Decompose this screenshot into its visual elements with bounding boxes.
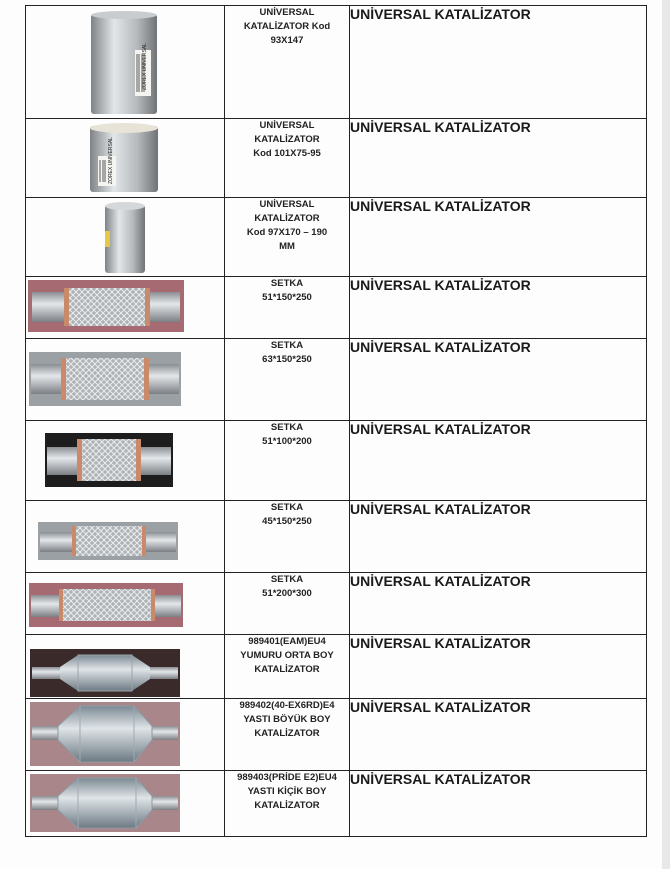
product-code-cell [225,277,350,339]
universal-catalyst-can-photo [89,10,159,116]
page-edge [662,0,670,869]
flex-pipe-photo [28,280,184,332]
product-description: UNİVERSAL KATALİZATOR [350,699,531,715]
product-photo-cell [26,573,225,635]
table-row [26,501,647,573]
product-photo-cell [26,339,225,421]
product-description: UNİVERSAL KATALİZATOR [350,771,531,787]
product-code: SETKA 51*200*300 [262,574,312,599]
product-code: 989403(PRİDE E2)EU4 YASTI KİÇİK BOY KATALİZATOR [237,772,337,811]
product-description: UNİVERSAL KATALİZATOR [350,573,531,589]
product-code-cell [225,339,350,421]
product-description-cell [350,699,647,771]
table-row [26,771,647,837]
product-description: UNİVERSAL KATALİZATOR [350,339,531,355]
product-code-cell [225,421,350,501]
product-description: UNİVERSAL KATALİZATOR [350,421,531,437]
product-code: SETKA 51*150*250 [262,278,312,303]
can-label-text: ZOREX UNIVERSAL [108,137,114,184]
table-row [26,198,647,277]
product-code: UNİVERSAL KATALİZATOR Kod 93X147 [243,7,331,46]
product-description: UNİVERSAL KATALİZATOR [350,501,531,517]
product-description: UNİVERSAL KATALİZATOR [350,6,531,22]
product-photo-cell [26,501,225,573]
table-row [26,119,647,198]
table-row [26,699,647,771]
product-description-cell [350,339,647,421]
table-row [26,573,647,635]
product-description-cell [350,198,647,277]
flex-pipe-photo [29,352,181,406]
product-code: 989402(40-EX6RD)E4 YASTI BÖYÜK BOY KATALİZATOR [239,700,335,739]
product-description: UNİVERSAL KATALİZATOR [350,635,531,651]
product-description-cell [350,119,647,198]
oval-catalytic-converter-photo [30,649,180,697]
product-description-cell [350,573,647,635]
product-code: UNİVERSAL KATALİZATOR Kod 97X170 – 190 MM [246,199,328,252]
product-photo-cell [26,119,225,198]
table-row [26,339,647,421]
product-photo-cell [26,635,225,699]
product-code-cell [225,635,350,699]
flex-pipe-photo [38,522,178,560]
product-description: UNİVERSAL KATALİZATOR [350,198,531,214]
product-code-cell [225,501,350,573]
product-code: SETKA 45*150*250 [262,502,312,527]
product-description-cell [350,501,647,573]
universal-catalyst-can-photo [88,122,160,194]
product-photo-cell [26,277,225,339]
product-description-cell [350,277,647,339]
product-description-cell [350,771,647,837]
product-code: SETKA 51*100*200 [262,422,312,447]
product-code: UNİVERSAL KATALİZATOR Kod 101X75-95 [253,120,321,159]
product-code-cell [225,573,350,635]
can-label-text: ZOREX UNIVERSAL [142,43,148,90]
flex-pipe-photo [29,583,183,627]
table-row [26,421,647,501]
product-description: UNİVERSAL KATALİZATOR [350,277,531,293]
product-description-cell [350,421,647,501]
product-code: SETKA 63*150*250 [262,340,312,365]
product-photo-cell [26,6,225,119]
product-description-cell [350,6,647,119]
product-description: UNİVERSAL KATALİZATOR [350,119,531,135]
product-code: 989401(EAM)EU4 YUMURU ORTA BOY KATALİZATOR [240,636,334,675]
product-photo-cell [26,699,225,771]
flat-catalytic-converter-photo [30,774,180,832]
product-code-cell [225,119,350,198]
product-description-cell [350,635,647,699]
flat-catalytic-converter-photo [30,702,180,766]
flex-pipe-photo [45,433,173,487]
product-code-cell [225,6,350,119]
product-code-cell [225,699,350,771]
product-code-cell [225,771,350,837]
table-row [26,635,647,699]
product-code-cell [225,198,350,277]
product-photo-cell [26,198,225,277]
universal-catalyst-can-photo [103,201,147,275]
product-photo-cell [26,421,225,501]
product-photo-cell [26,771,225,837]
table-row [26,277,647,339]
table-row [26,6,647,119]
product-table [25,5,647,837]
